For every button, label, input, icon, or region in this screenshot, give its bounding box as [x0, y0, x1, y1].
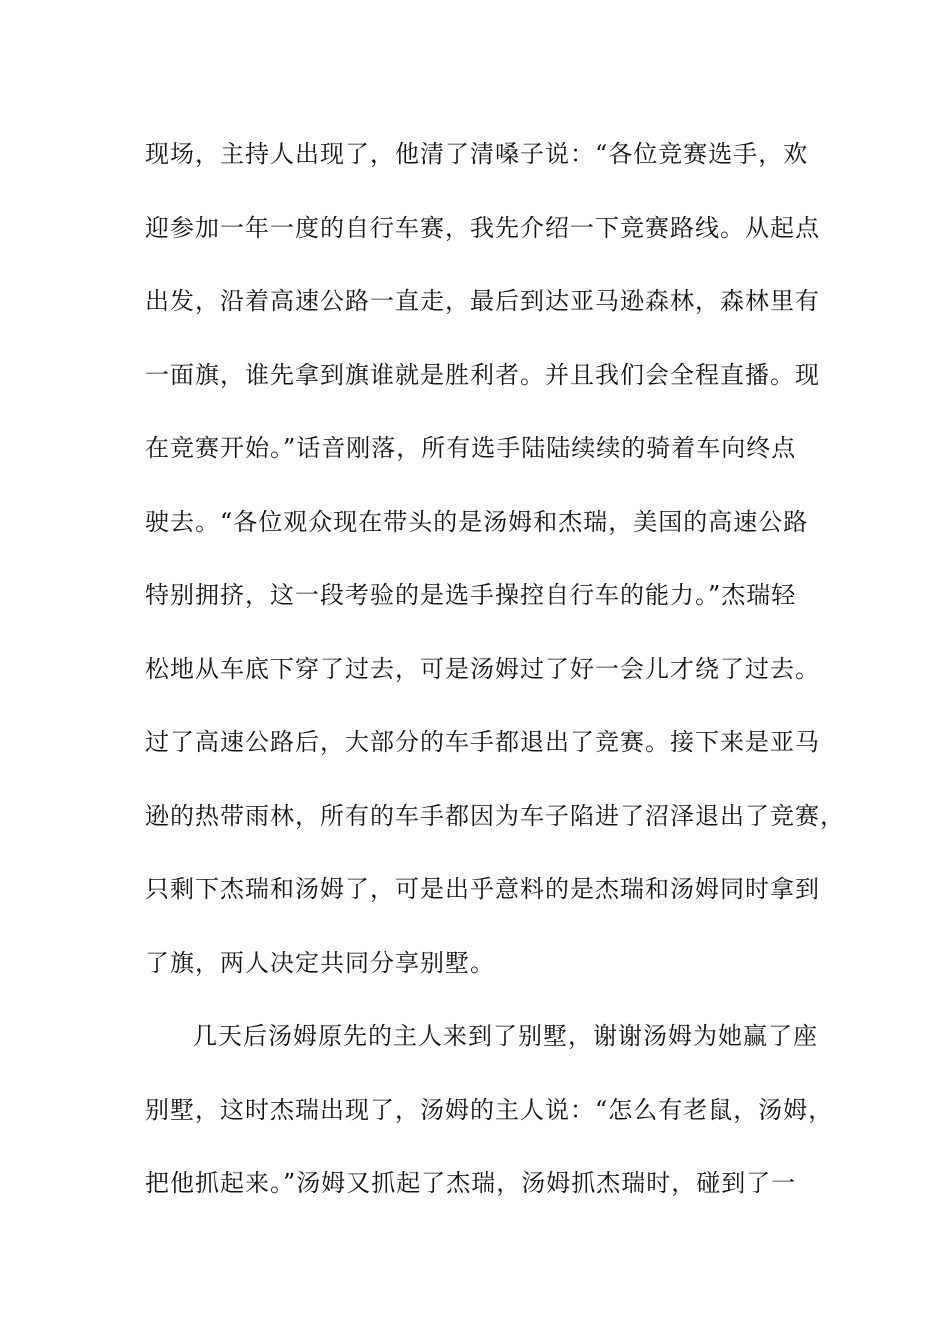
story-text: [145, 130, 845, 1233]
text-line: 松地从车底下穿了过去，可是汤姆过了好一会儿才绕了过去。: [145, 654, 820, 683]
text-line: 把他抓起来。”汤姆又抓起了杰瑞，汤姆抓杰瑞时，碰到了一: [145, 1169, 797, 1197]
text-line: 了旗，两人决定共同分享别墅。: [145, 948, 495, 977]
text-line: 迎参加一年一度的自行车赛，我先介绍一下竞赛路线。从起点: [145, 213, 820, 242]
text-line: 一面旗，谁先拿到旗谁就是胜利者。并且我们会全程直播。现: [145, 360, 820, 389]
text-line: 在竞赛开始。”话音刚落，所有选手陆陆续续的骑着车向终点: [145, 434, 797, 462]
paragraph-start-line: 几天后汤姆原先的主人来到了别墅，谢谢汤姆为她赢了座: [193, 1022, 818, 1050]
text-line: 出发，沿着高速公路一直走，最后到达亚马逊森林，森林里有: [145, 287, 820, 315]
text-line: 驶去。“各位观众现在带头的是汤姆和杰瑞，美国的高速公路: [145, 507, 809, 536]
text-line: 现场，主持人出现了，他清了清嗓子说：“各位竞赛选手，欢: [145, 140, 809, 168]
text-line: 逊的热带雨林，所有的车手都因为车子陷进了沼泽退出了竞赛，: [145, 801, 845, 830]
text-line: 过了高速公路后，大部分的车手都退出了竞赛。接下来是亚马: [145, 728, 820, 756]
text-line: 特别拥挤，这一段考验的是选手操控自行车的能力。”杰瑞轻: [145, 581, 797, 609]
text-line: 只剩下杰瑞和汤姆了，可是出乎意料的是杰瑞和汤姆同时拿到: [145, 875, 820, 903]
text-line: 别墅，这时杰瑞出现了，汤姆的主人说：“怎么有老鼠，汤姆，: [145, 1095, 834, 1124]
